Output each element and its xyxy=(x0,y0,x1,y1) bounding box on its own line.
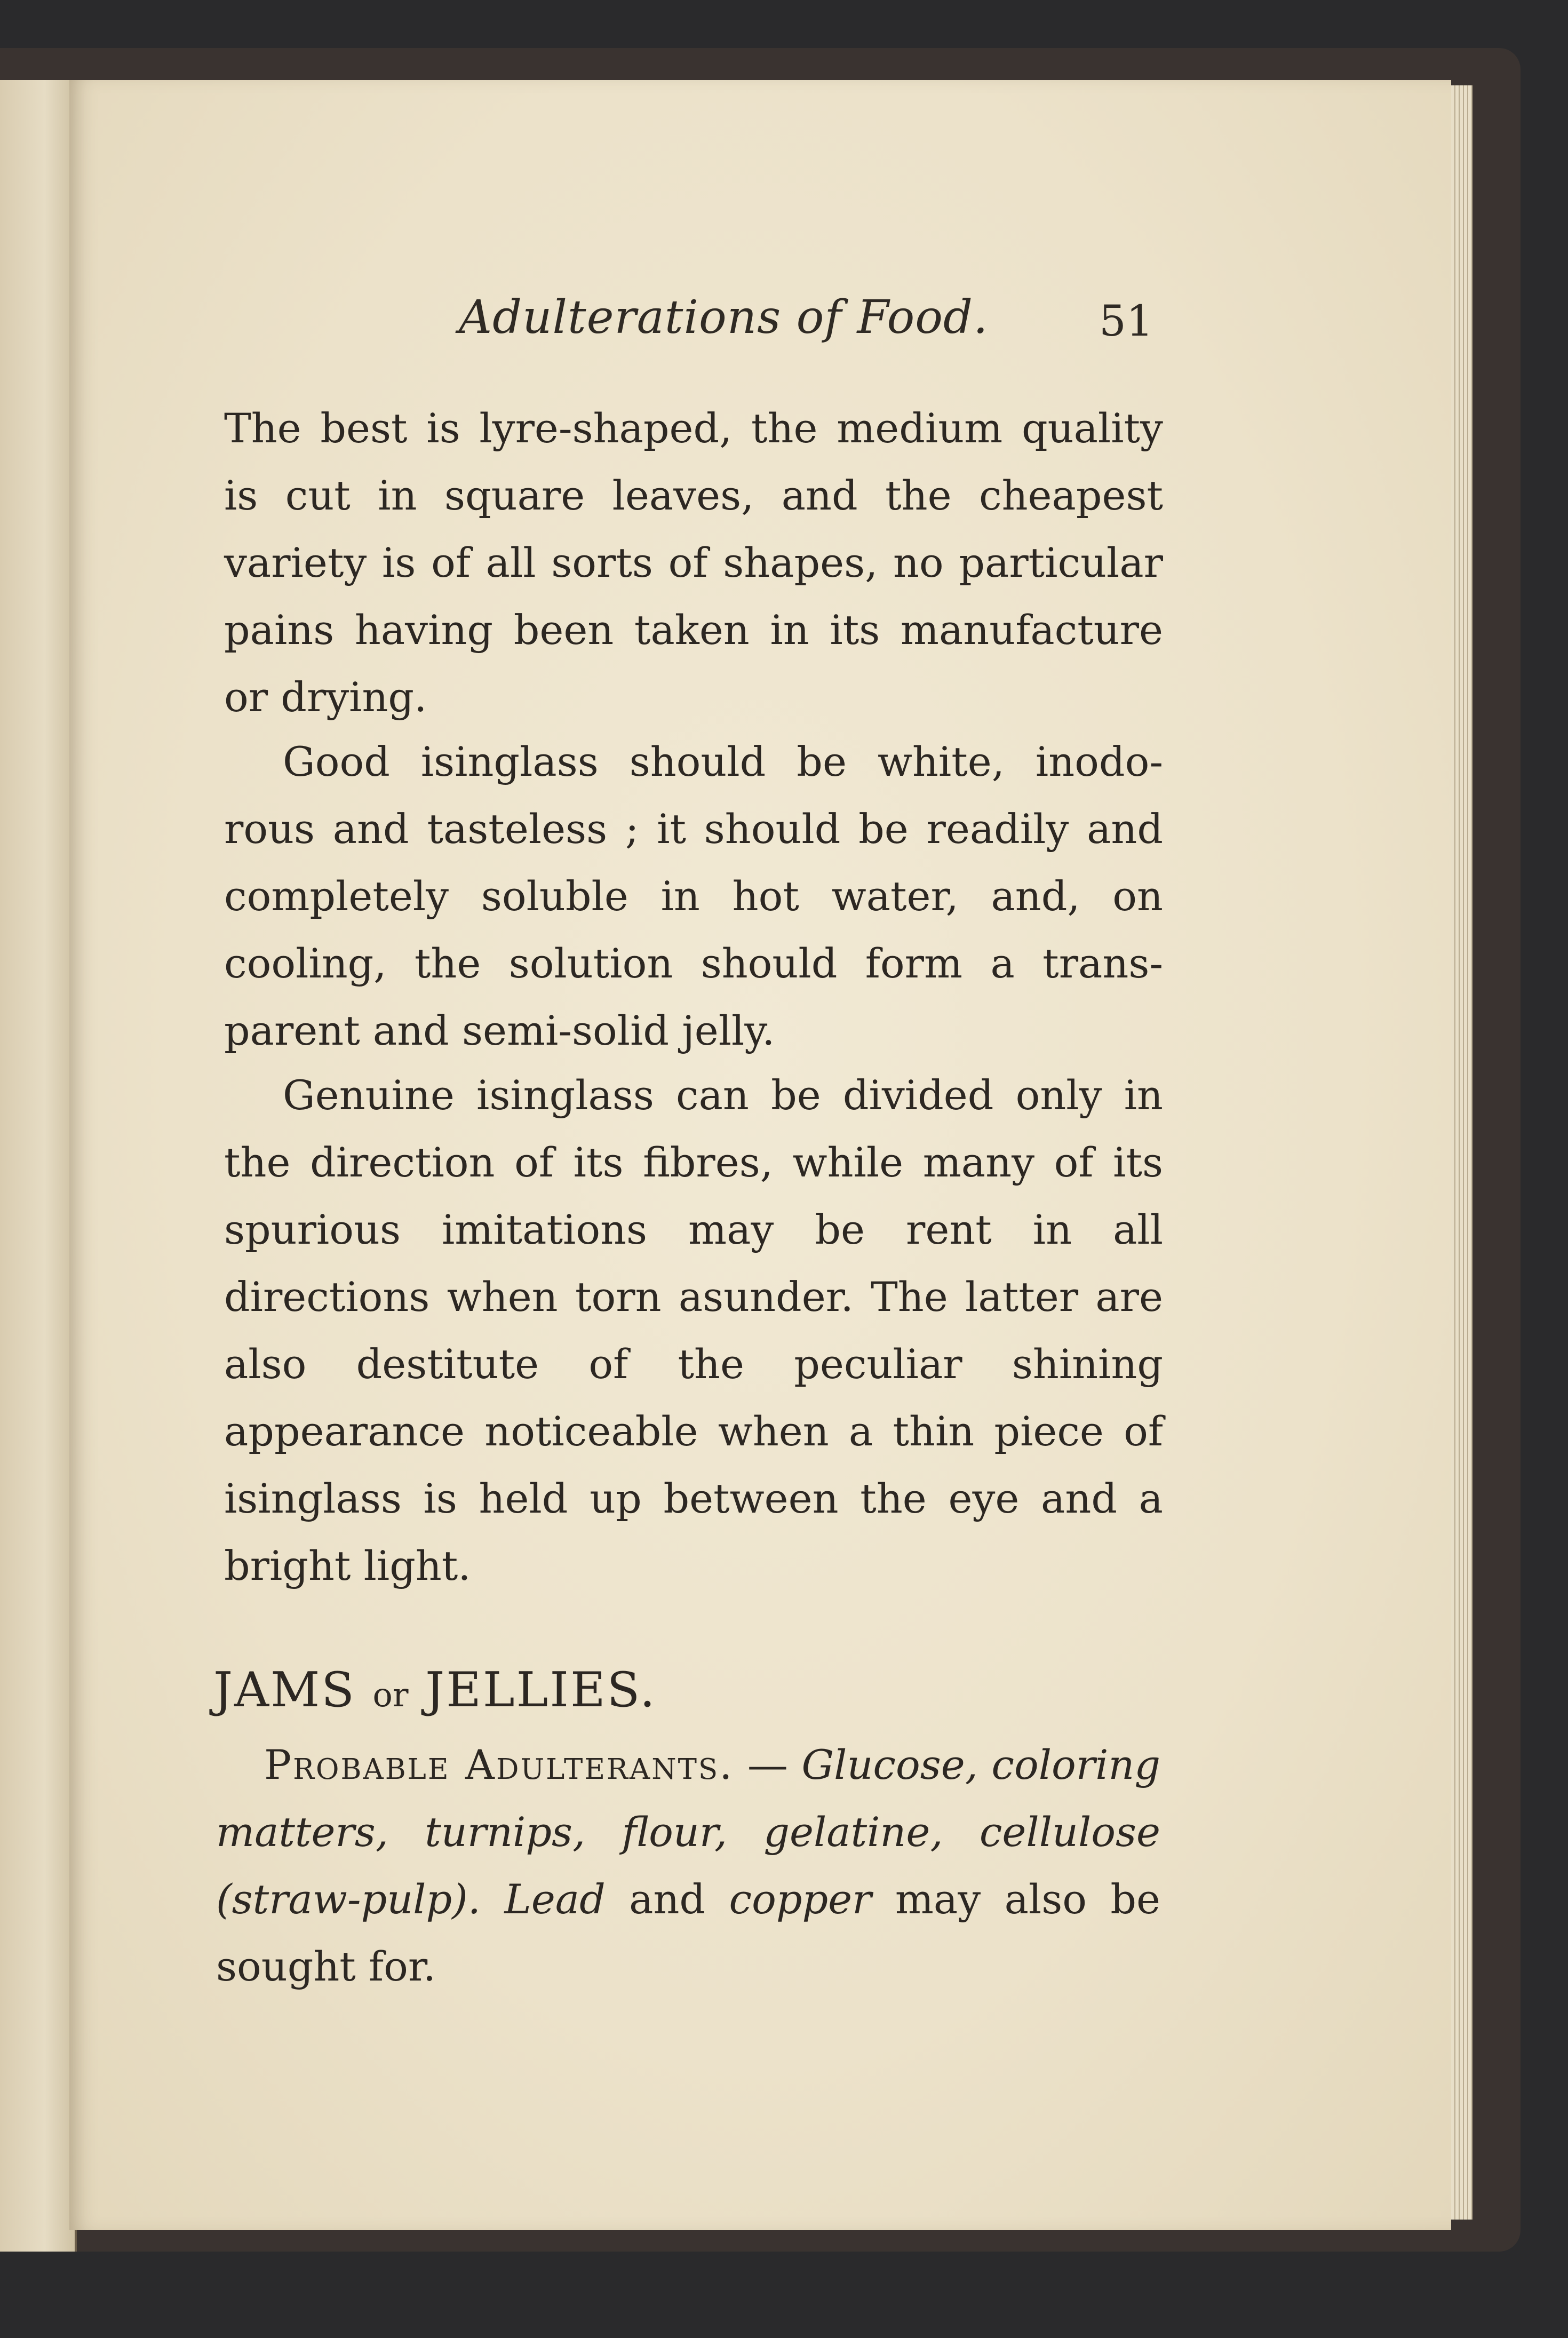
section-heading xyxy=(213,1662,657,1718)
adulterants-lead: Probable Adulterants. xyxy=(264,1741,734,1788)
copper-metal: copper xyxy=(729,1875,872,1923)
left-page-edge xyxy=(0,80,77,2252)
and-word: and xyxy=(605,1875,729,1923)
lead-metal: Lead xyxy=(504,1875,606,1923)
paragraph-3 xyxy=(224,1062,1163,1600)
paragraph-text: Good isinglass should be white, inodo-rous and tasteless ; it should be readily and completely soluble in hot water, and, on cooling, the solution should form a trans-parent and semi-solid jelly. xyxy=(224,738,1163,1054)
paragraph-1 xyxy=(224,395,1163,731)
running-title: Adulterations of Food. xyxy=(459,291,989,344)
heading-or: or xyxy=(372,1675,409,1714)
running-head xyxy=(0,216,1568,346)
page-number: 51 xyxy=(1099,296,1153,346)
heading-jams: JAMS xyxy=(213,1662,356,1718)
adulterants-list: Glucose, coloring matters, turnips, flour, gelatine, cellulose (straw-pulp). xyxy=(216,1741,1160,1923)
adulterants-text xyxy=(216,1731,1160,2000)
heading-jellies: JELLIES. xyxy=(425,1662,657,1718)
dash: — xyxy=(734,1741,802,1788)
paragraph-text: Genuine isinglass can be divided only in the direction of its fibres, while many of its spurious imitations may be rent in all directions when torn asunder. The latter are also destitute of the peculiar shining appearance noticeable when a thin piece of isinglass is held up between the eye and a bright light. xyxy=(224,1071,1163,1589)
adulterants-paragraph xyxy=(216,1731,1160,2000)
paragraph-text: The best is lyre-shaped, the medium quality is cut in square leaves, and the cheapest variety is of all sorts of shapes, no particular pains having been taken in its manufacture or drying. xyxy=(224,404,1163,721)
adulterants-tail: may also be sought for. xyxy=(216,1875,1160,1990)
paragraph-2 xyxy=(224,728,1163,1064)
